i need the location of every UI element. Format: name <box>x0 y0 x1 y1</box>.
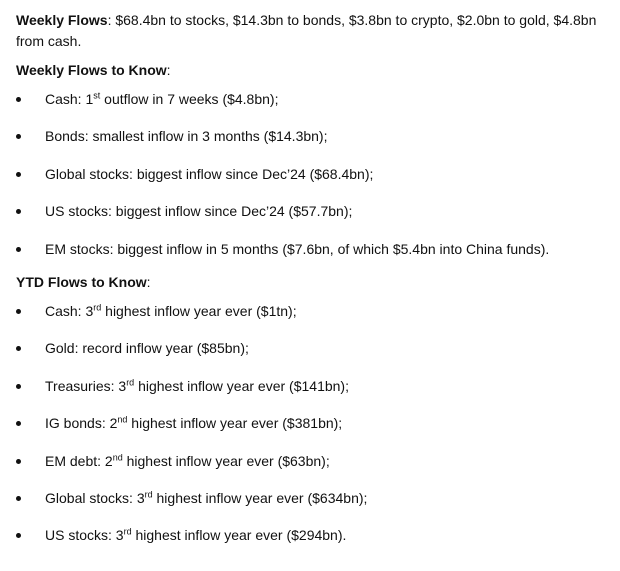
ordinal-suffix: rd <box>126 377 135 388</box>
ordinal-suffix: rd <box>144 489 153 500</box>
list-item-text: Cash: 1 <box>45 91 94 107</box>
ordinal-suffix: rd <box>93 302 102 313</box>
list-item-text-cont: outflow in 7 weeks ($4.8bn); <box>100 91 279 107</box>
list-item <box>16 376 608 413</box>
weekly-flows-text: : $68.4bn to stocks, $14.3bn to bonds, $3.8bn to crypto, $2.0bn to gold, $4.8bn from cash. <box>16 12 597 49</box>
ytd-flows-list <box>16 301 608 563</box>
bullet-icon <box>16 533 21 538</box>
bullet-icon <box>16 384 21 389</box>
bullet-icon <box>16 459 21 464</box>
list-item-text: EM stocks: biggest inflow in 5 months ($7.6bn, of which $5.4bn into China funds). <box>45 240 550 257</box>
bullet-icon <box>16 496 21 501</box>
bullet-icon <box>16 346 21 351</box>
list-item-text: IG bonds: 2 <box>45 415 118 432</box>
list-item-text: Global stocks: biggest inflow since Dec’24 ($68.4bn); <box>45 165 374 182</box>
bullet-icon <box>16 97 21 102</box>
list-item-text: Global stocks: 3 <box>45 489 145 506</box>
list-item-text: Treasuries: 3 <box>45 377 127 394</box>
ytd-flows-heading-text: YTD Flows to Know <box>16 273 147 290</box>
list-item-text-cont: highest inflow year ever ($294bn). <box>131 527 347 544</box>
weekly-flows-summary <box>16 10 608 52</box>
list-item-text-cont: highest inflow year ever ($634bn); <box>152 489 368 506</box>
list-item-text: Gold: record inflow year ($85bn); <box>45 340 249 357</box>
ordinal-suffix: st <box>93 90 101 101</box>
bullet-icon <box>16 309 21 314</box>
list-item-text: Cash: 3 <box>45 302 94 319</box>
list-item-text-cont: highest inflow year ever ($63bn); <box>122 452 330 469</box>
list-item <box>16 488 608 525</box>
bullet-icon <box>16 421 21 426</box>
ordinal-suffix: nd <box>117 414 128 425</box>
weekly-flows-heading-text: Weekly Flows to Know <box>16 62 167 78</box>
bullet-icon <box>16 209 21 214</box>
list-item <box>16 338 608 375</box>
weekly-flows-label: Weekly Flows <box>16 12 108 28</box>
bullet-icon <box>16 247 21 252</box>
list-item <box>16 301 608 338</box>
bullet-icon <box>16 172 21 177</box>
list-item-text-cont: highest inflow year ever ($381bn); <box>127 415 343 432</box>
ordinal-suffix: rd <box>123 526 132 537</box>
list-item <box>16 451 608 488</box>
list-item <box>16 201 608 238</box>
weekly-flows-list <box>16 89 608 276</box>
ordinal-suffix: nd <box>112 451 123 462</box>
list-item <box>16 413 608 450</box>
weekly-flows-heading <box>16 60 608 80</box>
list-item <box>16 89 608 126</box>
list-item-text-cont: highest inflow year ever ($141bn); <box>134 377 349 394</box>
list-item <box>16 239 608 276</box>
list-item <box>16 126 608 163</box>
list-item-text: EM debt: 2 <box>45 452 113 469</box>
list-item-text-cont: highest inflow year ever ($1tn); <box>101 302 297 319</box>
bullet-icon <box>16 134 21 139</box>
list-item <box>16 525 608 562</box>
weekly-flows-heading-colon: : <box>166 62 171 78</box>
list-item <box>16 164 608 201</box>
list-item-text: Bonds: smallest inflow in 3 months ($14.3bn); <box>45 128 328 145</box>
ytd-flows-heading-colon: : <box>146 273 151 290</box>
list-item-text: US stocks: biggest inflow since Dec’24 ($57.7bn); <box>45 203 353 220</box>
list-item-text: US stocks: 3 <box>45 527 124 544</box>
